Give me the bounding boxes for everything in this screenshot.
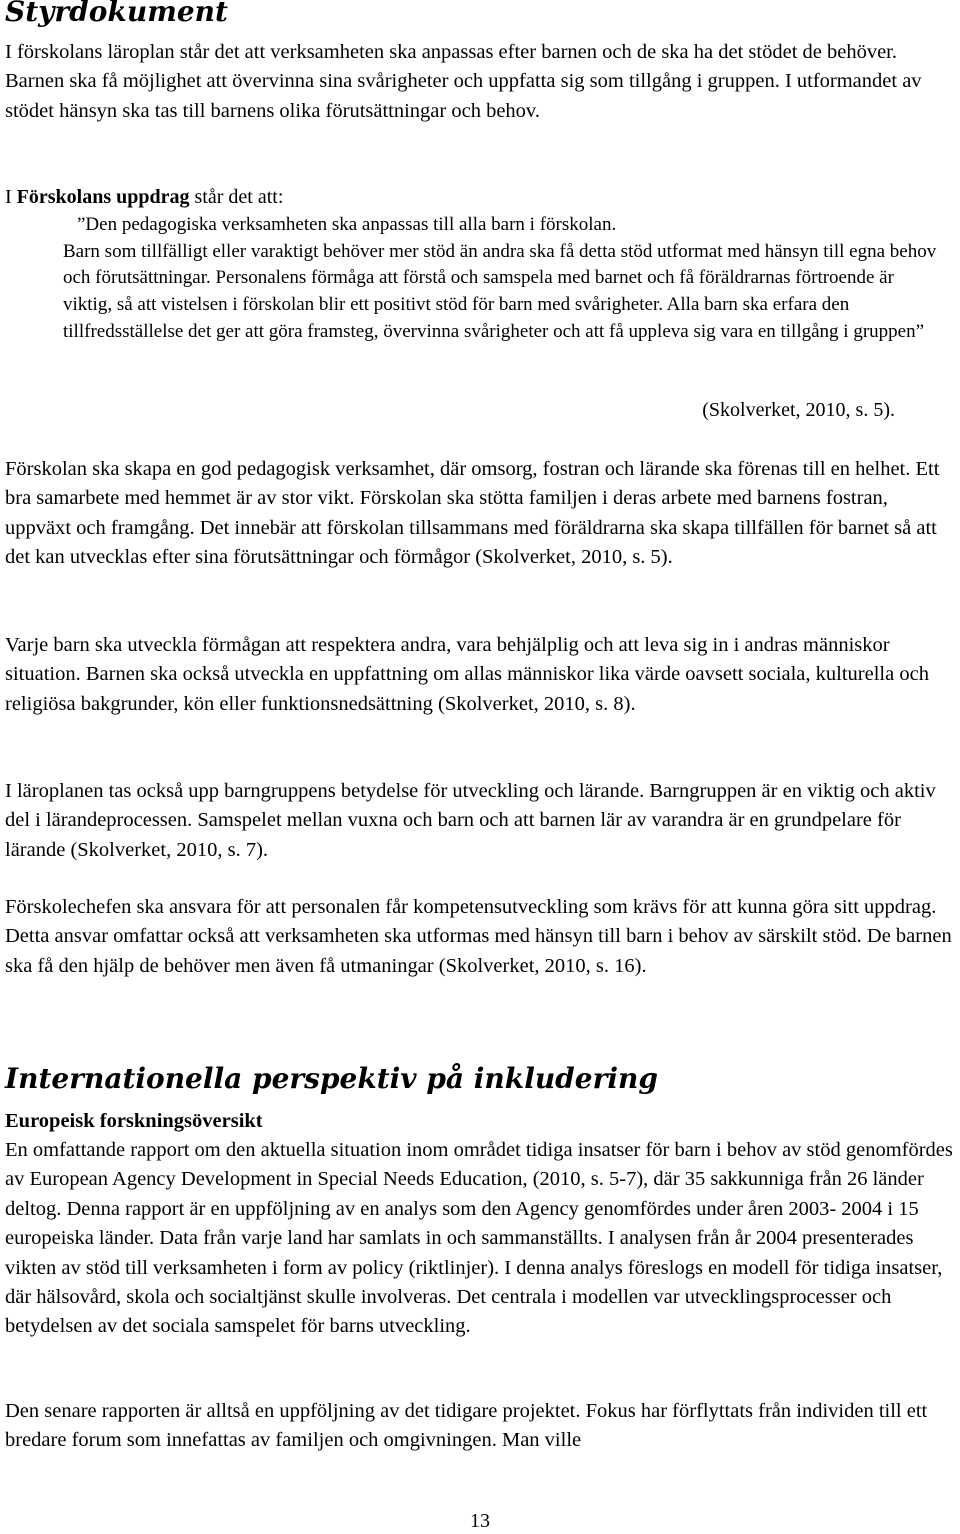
paragraph-forskolechef: Förskolechefen ska ansvara för att personalen får kompetensutveckling som krävs för att kunna göra sitt uppdrag. Detta ansvar omfattar också att verksamheten ska utformas med hänsyn till barn i behov av särskilt stöd. De barnen ska få den hjälp de behöver men även få utmaningar (Skolverket, 2010, s. 16). [5,896,952,977]
paragraph-intro: I förskolans läroplan står det att verksamheten ska anpassas efter barnen och de ska ha det stödet de behöver. Barnen ska få möjlighet att övervinna sina svårigheter och uppfatta sig som tillgång i gruppen. I utformandet av stödet hänsyn ska tas till barnens olika förutsättningar och behov. [5,41,922,122]
section-heading-styrdokument: Styrdokument [5,0,228,28]
section-heading-internationella: Internationella perspektiv på inkludering [5,1062,658,1095]
quote-citation: (Skolverket, 2010, s. 5). [702,399,895,421]
quote-intro-prefix: I [5,186,17,208]
paragraph-barngrupp: I läroplanen tas också upp barngruppens betydelse för utveckling och lärande. Barngruppen är en viktig och aktiv del i lärandeprocessen. Samspelet mellan vuxna och barn och att barnen lär av varandra är en grundpelare för lärande (Skolverket, 2010, s. 7). [5,780,936,861]
paragraph-respekt: Varje barn ska utveckla förmågan att respektera andra, vara behjälplig och att leva sig in i andras människor situation. Barnen ska också utveckla en uppfattning om allas människor lika värde oavsett sociala, kulturella och religiösa bakgrunder, kön eller funktionsnedsättning (Skolverket, 2010, s. 8). [5,634,929,715]
block-quote-first-line: ”Den pedagogiska verksamheten ska anpassas till alla barn i förskolan. [77,214,617,235]
page-number: 13 [470,1510,490,1532]
quote-intro [5,185,283,209]
quote-intro-source: Förskolans uppdrag [16,186,190,208]
paragraph-omsorg: Förskolan ska skapa en god pedagogisk verksamhet, där omsorg, fostran och lärande ska förenas till en helhet. Ett bra samarbete med hemmet är av stor vikt. Förskolan ska stötta familjen i deras arbete med barnens fostran, uppväxt och framgång. Det innebär att förskolan tillsammans med föräldrarna ska skapa tillfällen för barnet så att det kan utvecklas efter sina förutsättningar och förmågor (Skolverket, 2010, s. 5). [5,458,940,569]
block-quote [63,212,943,346]
paragraph-senare-rapport: Den senare rapporten är alltså en uppföljning av det tidigare projektet. Fokus har förflyttats från individen till ett bredare forum som innefattas av familjen och omgivningen. Man ville [5,1400,928,1452]
paragraph-rapport: En omfattande rapport om den aktuella situation inom området tidiga insatser för barn i behov av stöd genomfördes av European Agency Development in Special Needs Education, (2010, s. 5-7), där 35 sakkunniga från 26 länder deltog. Denna rapport är en uppföljning av en analys som den Agency genomfördes under åren 2003- 2004 i 15 europeiska länder. Data från varje land har samlats in och sammanställts. I analysen från år 2004 presenterades vikten av stöd till verksamheten i form av policy (riktlinjer). I denna analys föreslogs en modell för tidiga insatser, där hälsovård, skola och socialtjänst skulle involveras. Det centrala i modellen var utvecklingsprocesser och betydelsen av det sociala samspelet för barns utveckling. [5,1139,953,1338]
quote-intro-suffix: står det att: [189,186,284,208]
subheading-europeisk: Europeisk forskningsöversikt [5,1110,263,1132]
block-quote-rest: Barn som tillfälligt eller varaktigt behöver mer stöd än andra ska få detta stöd utformat med hänsyn till egna behov och förutsättningar. Personalens förmåga att förstå och samspela med barnet och få föräldrarnas förtroende är viktig, så att vistelsen i förskolan blir ett positivt stöd för barn med svårigheter. Alla barn ska erfara den tillfredsställelse det ger att göra framsteg, övervinna svårigheter och att få uppleva sig vara en tillgång i gruppen” [63,240,937,342]
